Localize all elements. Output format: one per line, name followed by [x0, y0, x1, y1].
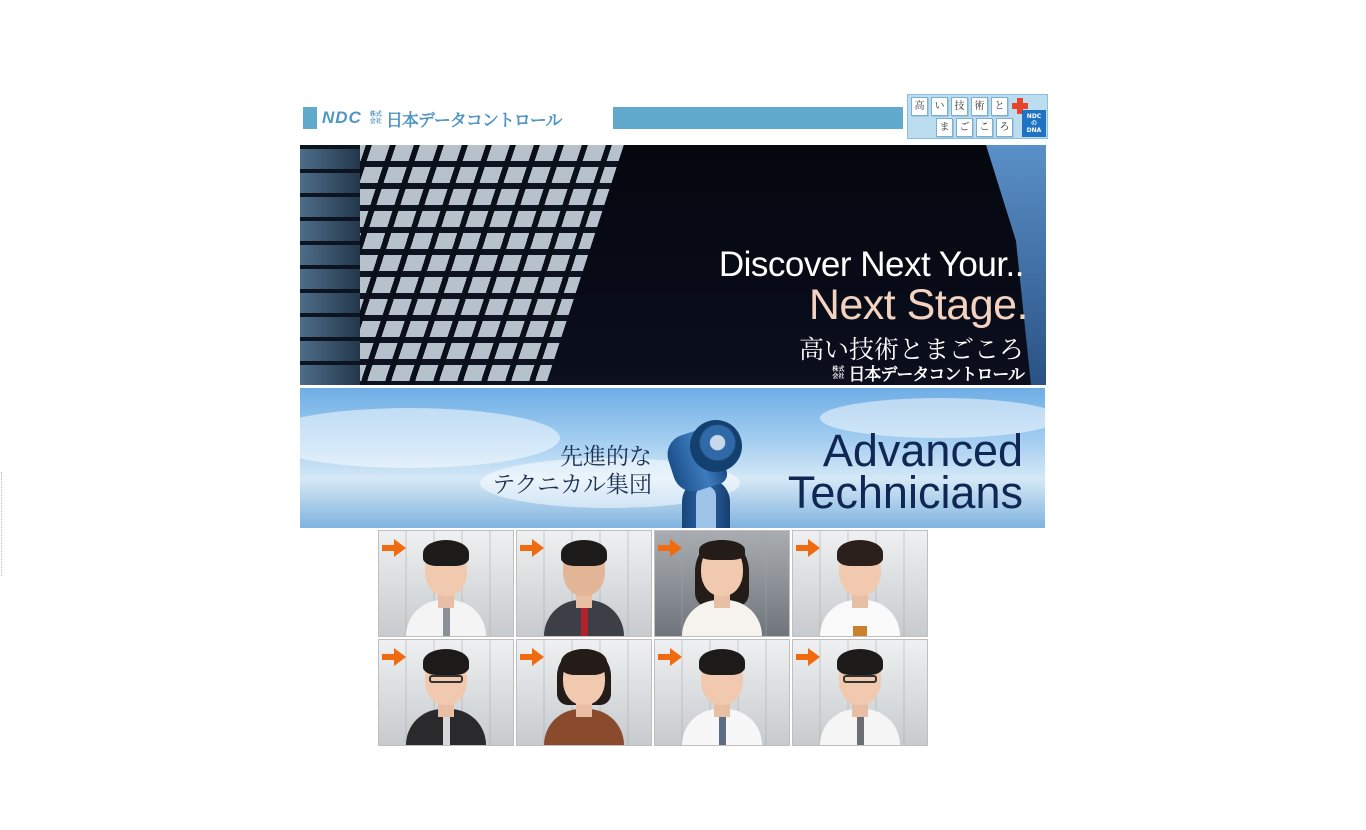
- hero-tagline: Discover Next Your..: [718, 245, 1024, 284]
- ndc-dna-badge[interactable]: [907, 94, 1048, 139]
- staff-photo-5[interactable]: [378, 639, 514, 746]
- staff-photo-3[interactable]: [654, 530, 790, 637]
- staff-photo-4[interactable]: [792, 530, 928, 637]
- glasses-icon: [843, 675, 877, 683]
- tech-jp-line2: テクニカル集団: [492, 472, 652, 498]
- staff-photo-grid: [378, 530, 930, 751]
- hero-motto: 高い技術とまごころ: [798, 335, 1024, 364]
- staff-photo-1[interactable]: [378, 530, 514, 637]
- binocular-viewer-icon: [662, 418, 752, 528]
- staff-photo-8[interactable]: [792, 639, 928, 746]
- badge-key: こ: [976, 118, 993, 137]
- advanced-technicians-banner[interactable]: [300, 388, 1045, 528]
- header-accent-block: [303, 107, 317, 129]
- logo-mark: NDC: [322, 108, 362, 127]
- badge-key: 術: [971, 97, 988, 116]
- page-edge-marker: [1, 472, 3, 576]
- badge-key: ご: [956, 118, 973, 137]
- building-image-left: [300, 145, 360, 385]
- tech-en-line2: Technicians: [787, 467, 1023, 518]
- header-bar: [613, 107, 903, 129]
- dna-label-box: NDC の DNA: [1022, 110, 1046, 137]
- badge-key: 技: [951, 97, 968, 116]
- tech-jp-line1: 先進的な: [560, 444, 652, 470]
- company-logo[interactable]: [322, 107, 562, 129]
- site-header: [300, 94, 1050, 140]
- badge-key: 高: [911, 97, 928, 116]
- tech-en-line1: Advanced: [822, 425, 1023, 476]
- staff-photo-2[interactable]: [516, 530, 652, 637]
- hero-brand-logo: 株式 会社 日本データコントロール: [832, 365, 1024, 385]
- glasses-icon: [429, 675, 463, 683]
- hero-headline: Next Stage.: [808, 281, 1028, 329]
- badge-key: ろ: [996, 118, 1013, 137]
- badge-key: い: [931, 97, 948, 116]
- cloud-shape: [300, 408, 560, 468]
- logo-company-name: 日本データコントロール: [385, 110, 562, 131]
- staff-photo-7[interactable]: [654, 639, 790, 746]
- staff-photo-6[interactable]: [516, 639, 652, 746]
- badge-key: と: [991, 97, 1008, 116]
- hero-banner: [300, 145, 1046, 385]
- badge-key: ま: [936, 118, 953, 137]
- logo-kabushiki: 株式 会社: [369, 111, 382, 125]
